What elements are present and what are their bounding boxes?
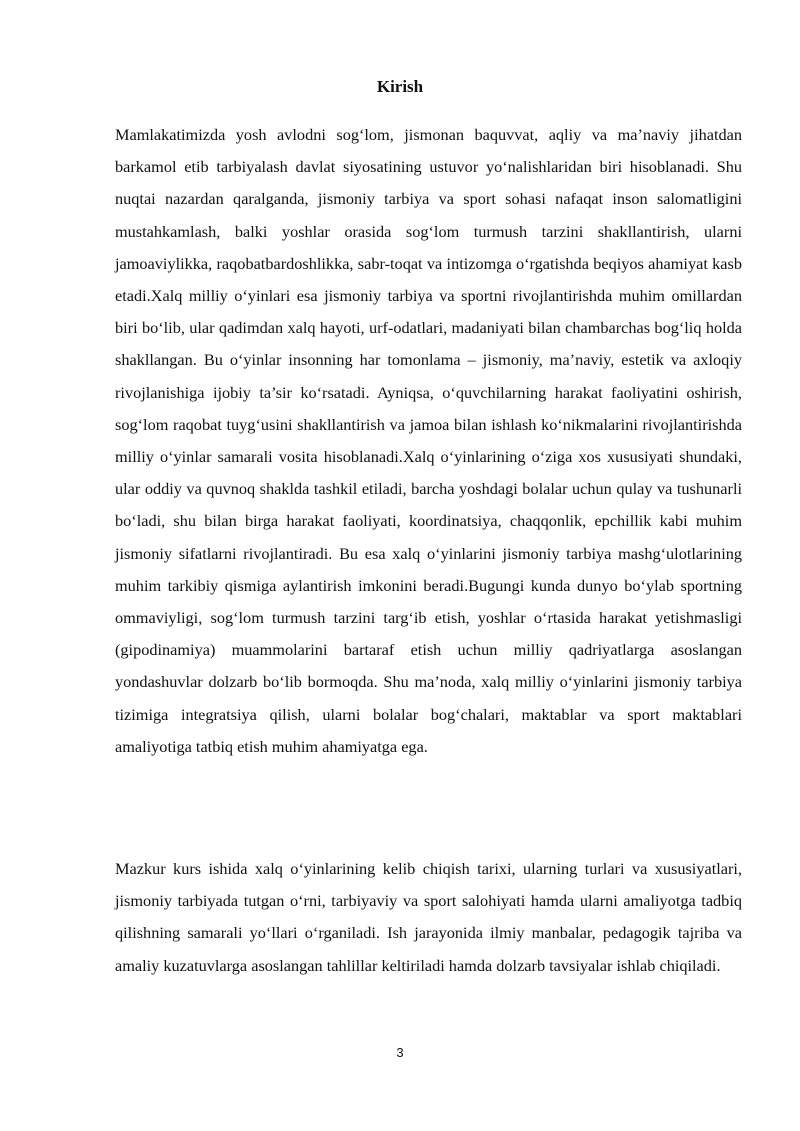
- section-title: Kirish: [376, 77, 424, 96]
- page-number: 3: [396, 1045, 404, 1060]
- body-paragraph-2: Mazkur kurs ishida xalq o‘yinlarining kelib chiqish tarixi, ularning turlari va xususiyatlari, jismoniy tarbiyada tutgan o‘rni, tarbiyaviy va sport salohiyati hamda ularni amaliyotga tadbiq qilishning samarali yo‘llari o‘rganiladi. Ish jarayonida ilmiy manbalar, pedagogik tajriba va amaliy kuzatuvlarga asoslangan tahlillar keltiriladi hamda dolzarb tavsiyalar ishlab chiqiladi.: [115, 859, 742, 975]
- body-paragraph-1: Mamlakatimizda yosh avlodni sog‘lom, jismonan baquvvat, aqliy va ma’naviy jihatdan barkamol etib tarbiyalash davlat siyosatining ustuvor yo‘nalishlaridan biri hisoblanadi. Shu nuqtai nazardan qaralganda, jismoniy tarbiya va sport sohasi nafaqat inson salomatligini mustahkamlash, balki yoshlar orasida sog‘lom turmush tarzini shakllantirish, ularni jamoaviylikka, raqobatbardoshlikka, sabr-toqat va intizomga o‘rgatishda beqiyos ahamiyat kasb etadi.Xalq milliy o‘yinlari esa jismoniy tarbiya va sportni rivojlantirishda muhim omillardan biri bo‘lib, ular qadimdan xalq hayoti, urf-odatlari, madaniyati bilan chambarchas bog‘liq holda shakllangan. Bu o‘yinlar insonning har tomonlama – jismoniy, ma’naviy, estetik va axloqiy rivojlanishiga ijobiy ta’sir ko‘rsatadi. Ayniqsa, o‘quvchilarning harakat faoliyatini oshirish, sog‘lom raqobat tuyg‘usini shakllantirish va jamoa bilan ishlash ko‘nikmalarini rivojlantirishda milliy o‘yinlar samarali vosita hisoblanadi.Xalq o‘yinlarining o‘ziga xos xususiyati shundaki, ular oddiy va quvnoq shaklda tashkil etiladi, barcha yoshdagi bolalar uchun qulay va tushunarli bo‘ladi, shu bilan birga harakat faoliyati, koordinatsiya, chaqqonlik, epchillik kabi muhim jismoniy sifatlarni rivojlantiradi. Bu esa xalq o‘yinlarini jismoniy tarbiya mashg‘ulotlarining muhim tarkibiy qismiga aylantirish imkonini beradi.Bugungi kunda dunyo bo‘ylab sportning ommaviyligi, sog‘lom turmush tarzini targ‘ib etish, yoshlar o‘rtasida harakat yetishmasligi (gipodinamiya) muammolarini bartaraf etish uchun milliy qadriyatlarga asoslangan yondashuvlar dolzarb bo‘lib bormoqda. Shu ma’noda, xalq milliy o‘yinlarini jismoniy tarbiya tizimiga integratsiya qilish, ularni bolalar bog‘chalari, maktablar va sport maktablari amaliyotiga tatbiq etish muhim ahamiyatga ega.: [115, 125, 742, 756]
